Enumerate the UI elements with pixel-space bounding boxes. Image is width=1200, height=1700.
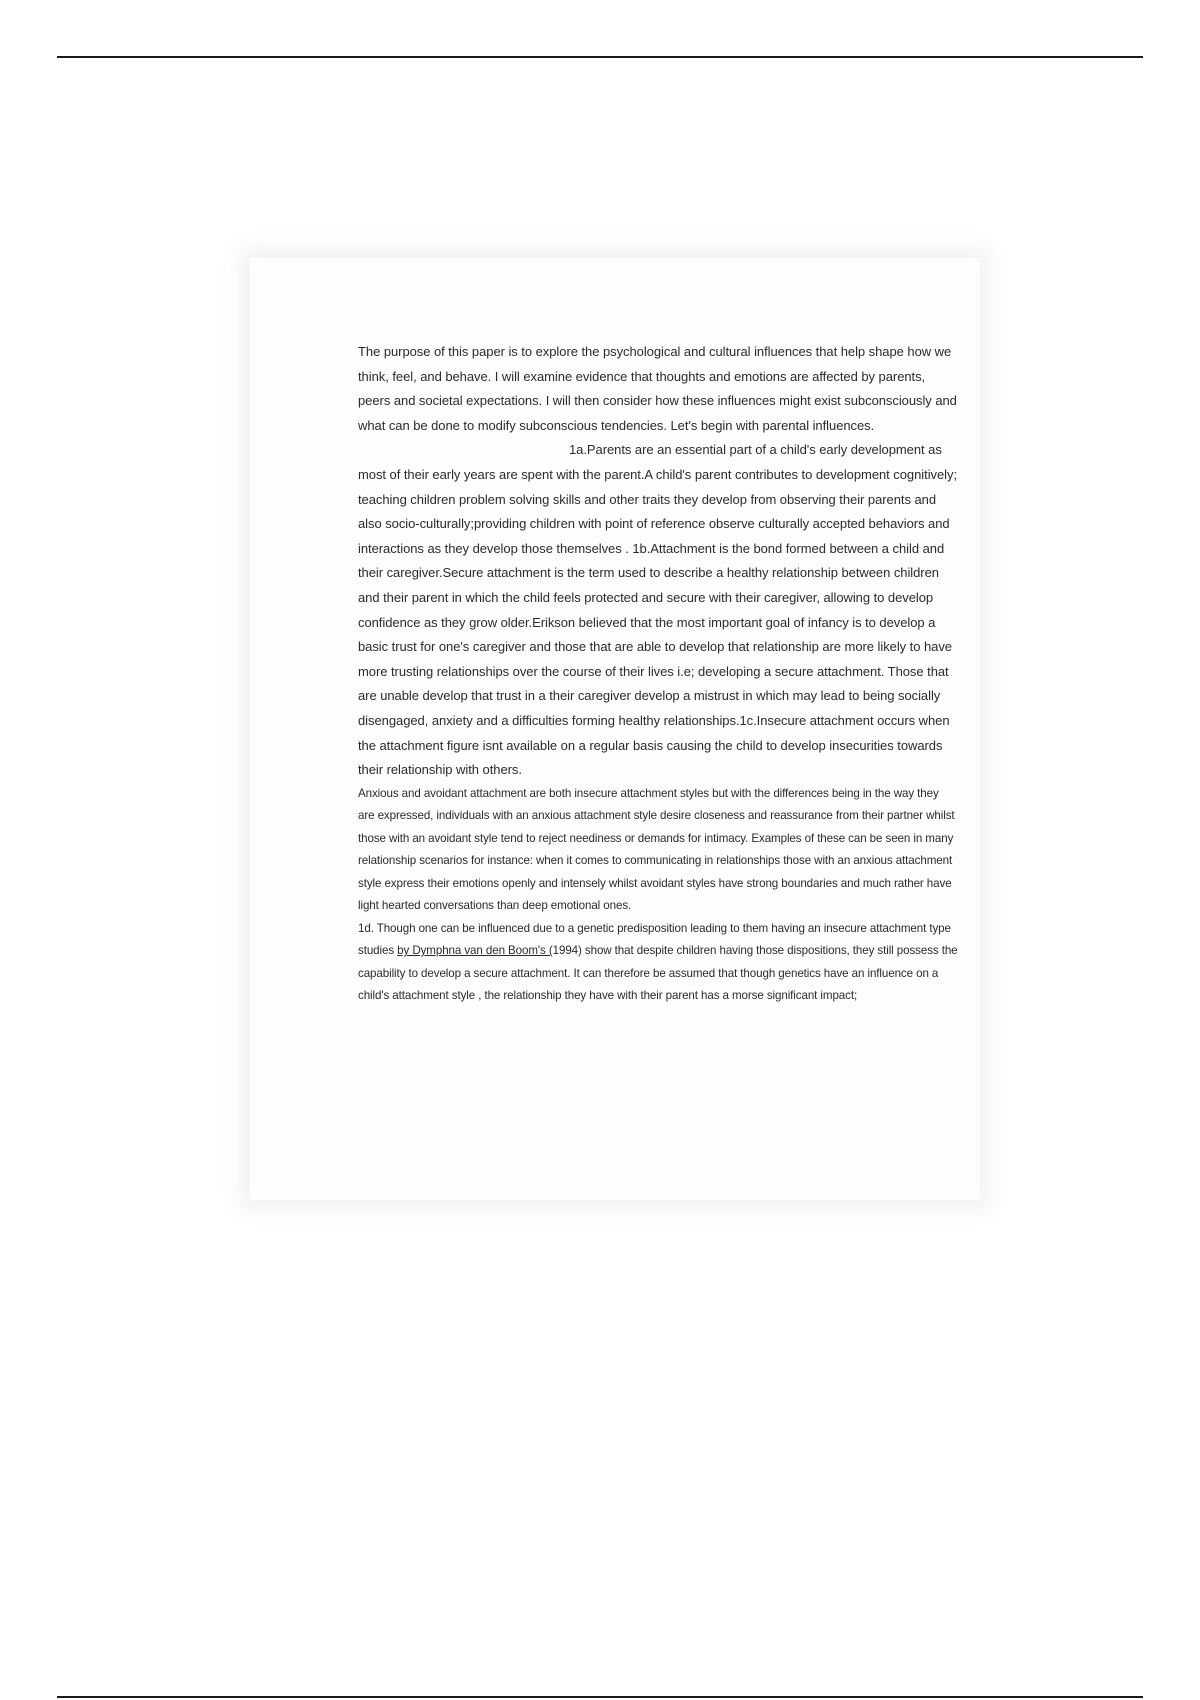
paragraph-1d-start: 1d. Though one can be influenced due to a genetic predisposition leading to them having an insecure attachment type studies (358, 921, 951, 958)
intro-paragraph: The purpose of this paper is to explore the psychological and cultural influences that help shape how we think, feel, and behave. I will examine evidence that thoughts and emotions are affected by parents, peers and societal expectations. I will then consider how these influences might exist subconsciously and what can be done to modify subconscious tendencies. Let's begin with parental influences. (358, 344, 957, 433)
bottom-divider (57, 1696, 1143, 1698)
document-body (358, 340, 958, 1008)
reference-link[interactable]: by Dymphna van den Boom's ( (397, 944, 553, 958)
paragraph-1d-end: 1994) show that despite children having those dispositions, they still possess the capability to develop a secure attachment. It can therefore be assumed that though genetics have an influence on a child's attachment style , the relationship they have with their parent has a morse significant impact; (358, 944, 958, 1003)
anxious-avoidant-text: Anxious and avoidant attachment are both insecure attachment styles but with the differences being in the way they are expressed, individuals with an anxious attachment style desire closeness and reassurance from their partner whilst those with an avoidant style tend to reject neediness or demands for intimacy. Examples of these can be seen in many relationship scenarios for instance: when it comes to communicating in relationships those with an anxious attachment style express their emotions openly and intensely whilst avoidant styles have strong boundaries and much rather have light hearted conversations than deep emotional ones. (358, 786, 955, 913)
attachment-paragraph: 1a.Parents are an essential part of a child's early development as most of their early years are spent with the parent.A child's parent contributes to development cognitively; teaching children problem solving skills and other traits they develop from observing their parents and also socio-culturally;providing children with point of reference observe culturally accepted behaviors and interactions as they develop those themselves . 1b.Attachment is the bond formed between a child and their caregiver.Secure attachment is the term used to describe a healthy relationship between children and their parent in which the child feels protected and secure with their caregiver, allowing to develop confidence as they grow older.Erikson believed that the most important goal of infancy is to develop a basic trust for one's caregiver and those that are able to develop that relationship are more likely to have more trusting relationships over the course of their lives i.e; developing a secure attachment. Those that are unable develop that trust in a their caregiver develop a mistrust in which may lead to being socially disengaged, anxiety and a difficulties forming healthy relationships.1c.Insecure attachment occurs when the attachment figure isnt available on a regular basis causing the child to develop insecurities towards their relationship with others. (358, 442, 958, 778)
paragraph-1d (358, 783, 958, 1008)
top-divider (57, 56, 1143, 58)
